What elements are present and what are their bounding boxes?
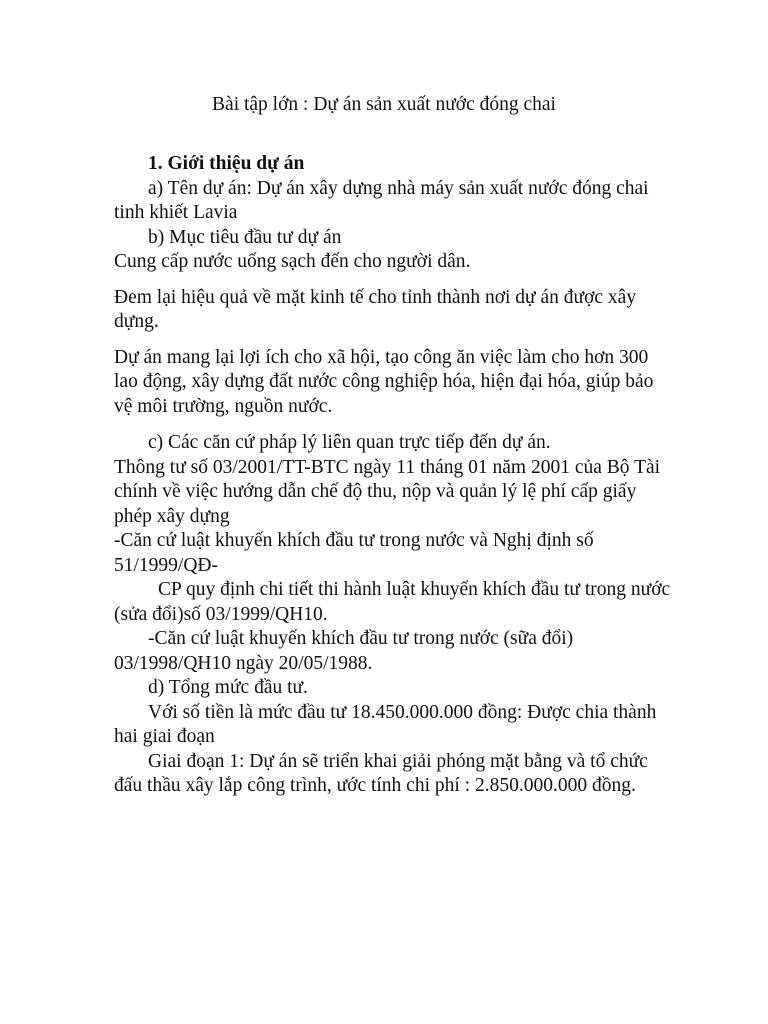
paragraph-investment-amount: Với số tiền là mức đầu tư 18.450.000.000 đồng: Được chia thành hai giai đoạn	[114, 701, 657, 747]
paragraph-total-investment-heading: d) Tổng mức đầu tư.	[148, 677, 308, 698]
paragraph-amended-law: -Căn cứ luật khuyến khích đầu tư trong nước (sữa đổi) 03/1998/QH10 ngày 20/05/1988.	[114, 628, 574, 674]
section-heading-introduction: 1. Giới thiệu dự án	[148, 153, 305, 174]
paragraph-legal-basis-heading: c) Các căn cứ pháp lý liên quan trực tiếp đến dự án.	[148, 432, 551, 453]
paragraph-clean-water: Cung cấp nước uống sạch đến cho người dân.	[114, 251, 471, 272]
paragraph-economic-benefit: Đem lại hiệu quả về mặt kinh tế cho tỉnh thành nơi dự án được xây dựng.	[114, 286, 637, 332]
paragraph-decree-detail: CP quy định chi tiết thi hành luật khuyến khích đầu tư trong nước (sửa đổi)số 03/1999/QH10.	[114, 579, 671, 625]
document-title: Bài tập lớn : Dự án sản xuất nước đóng chai	[212, 94, 556, 115]
paragraph-phase-one: Giai đoạn 1: Dự án sẽ triển khai giải phóng mặt bằng và tổ chức đấu thầu xây lắp công trình, ước tính chi phí : 2.850.000.000 đồng.	[114, 750, 648, 796]
paragraph-circular: Thông tư số 03/2001/TT-BTC ngày 11 tháng 01 năm 2001 của Bộ Tài chính về việc hướng dẫn chế độ thu, nộp và quản lý lệ phí cấp giấy phép xây dựng	[114, 456, 661, 527]
paragraph-project-name: a) Tên dự án: Dự án xây dựng nhà máy sản xuất nước đóng chai tinh khiết Lavia	[114, 177, 649, 223]
paragraph-social-benefit: Dự án mang lại lợi ích cho xã hội, tạo công ăn việc làm cho hơn 300 lao động, xây dựng đất nước công nghiệp hóa, hiện đại hóa, giúp bảo vệ môi trường, nguồn nước.	[114, 346, 654, 417]
document-body	[114, 152, 674, 799]
paragraph-investment-law: -Căn cứ luật khuyến khích đầu tư trong nước và Nghị định số 51/1999/QĐ-	[114, 530, 594, 576]
paragraph-investment-objective-heading: b) Mục tiêu đầu tư dự án	[148, 226, 342, 248]
